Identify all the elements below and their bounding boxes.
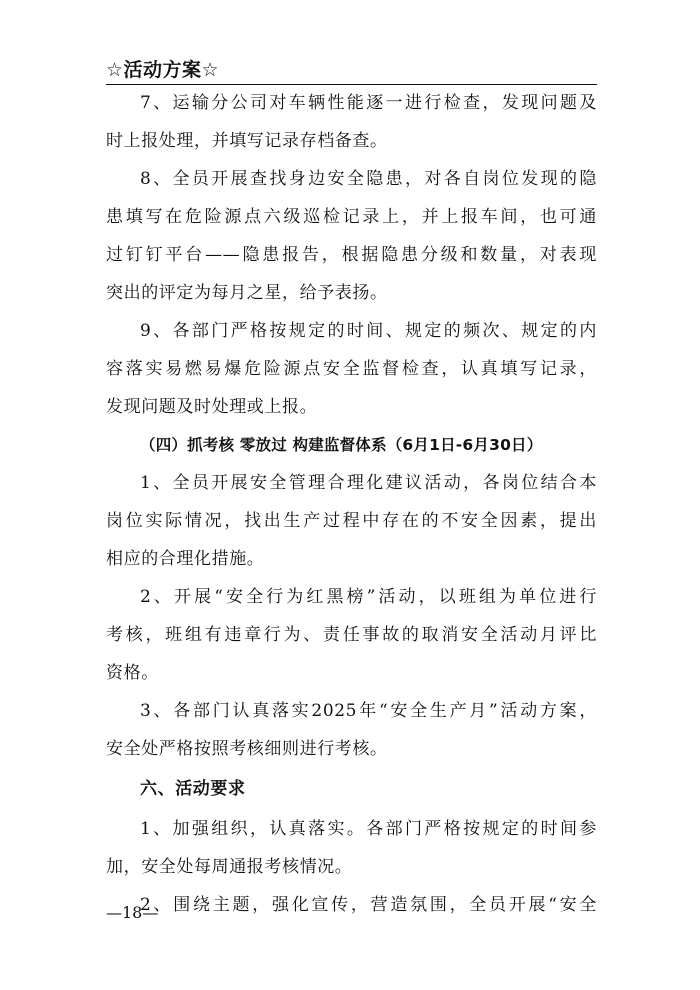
paragraph-line: 过钉钉平台——隐患报告，根据隐患分级和数量，对表现 [106,245,597,265]
requirement-item-2 [106,886,597,924]
section-heading-6: 六、活动要求 [140,779,246,799]
requirement-item-1 [106,810,597,886]
paragraph-line: 容落实易燃易爆危险源点安全监督检查，认真填写记录， [106,359,597,379]
paragraph-line: 安全处严格按照考核细则进行考核。 [106,739,388,759]
paragraph-line: 发现问题及时处理或上报。 [106,397,318,417]
paragraph-line: 加，安全处每周通报考核情况。 [106,857,353,877]
page-number: —18— [106,903,159,922]
paragraph-line: 3、各部门认真落实2025年“安全生产月”活动方案， [140,701,597,721]
subheading-4: （四）抓考核 零放过 构建监督体系（6月1日-6月30日） [140,436,543,454]
paragraph-line: 资格。 [106,663,159,683]
paragraph-line: 时上报处理，并填写记录存档备查。 [106,131,388,151]
paragraph-line: 2、围绕主题，强化宣传，营造氛围，全员开展“安全 [140,895,597,915]
paragraph-line: 8、全员开展查找身边安全隐患，对各自岗位发现的隐 [140,169,597,189]
paragraph-item-9 [106,312,597,426]
document-body [106,84,597,924]
paragraph-item-1 [106,464,597,578]
paragraph-line: 突出的评定为每月之星，给予表扬。 [106,283,388,303]
paragraph-item-2 [106,578,597,692]
paragraph-line: 2、开展“安全行为红黑榜”活动，以班组为单位进行 [140,587,597,607]
paragraph-item-3 [106,692,597,768]
header-title: ☆活动方案☆ [106,59,220,81]
paragraph-line: 1、加强组织，认真落实。各部门严格按规定的时间参 [140,819,597,839]
paragraph-line: 1、全员开展安全管理合理化建议活动，各岗位结合本 [140,473,597,493]
paragraph-line: 相应的合理化措施。 [106,549,265,569]
paragraph-line: 岗位实际情况，找出生产过程中存在的不安全因素，提出 [106,511,597,531]
paragraph-line: 9、各部门严格按规定的时间、规定的频次、规定的内 [140,321,597,341]
paragraph-item-7 [106,84,597,160]
paragraph-item-8 [106,160,597,312]
paragraph-line: 7、运输分公司对车辆性能逐一进行检查，发现问题及 [140,93,597,113]
paragraph-line: 患填写在危险源点六级巡检记录上，并上报车间，也可通 [106,207,597,227]
paragraph-line: 考核，班组有违章行为、责任事故的取消安全活动月评比 [106,625,597,645]
